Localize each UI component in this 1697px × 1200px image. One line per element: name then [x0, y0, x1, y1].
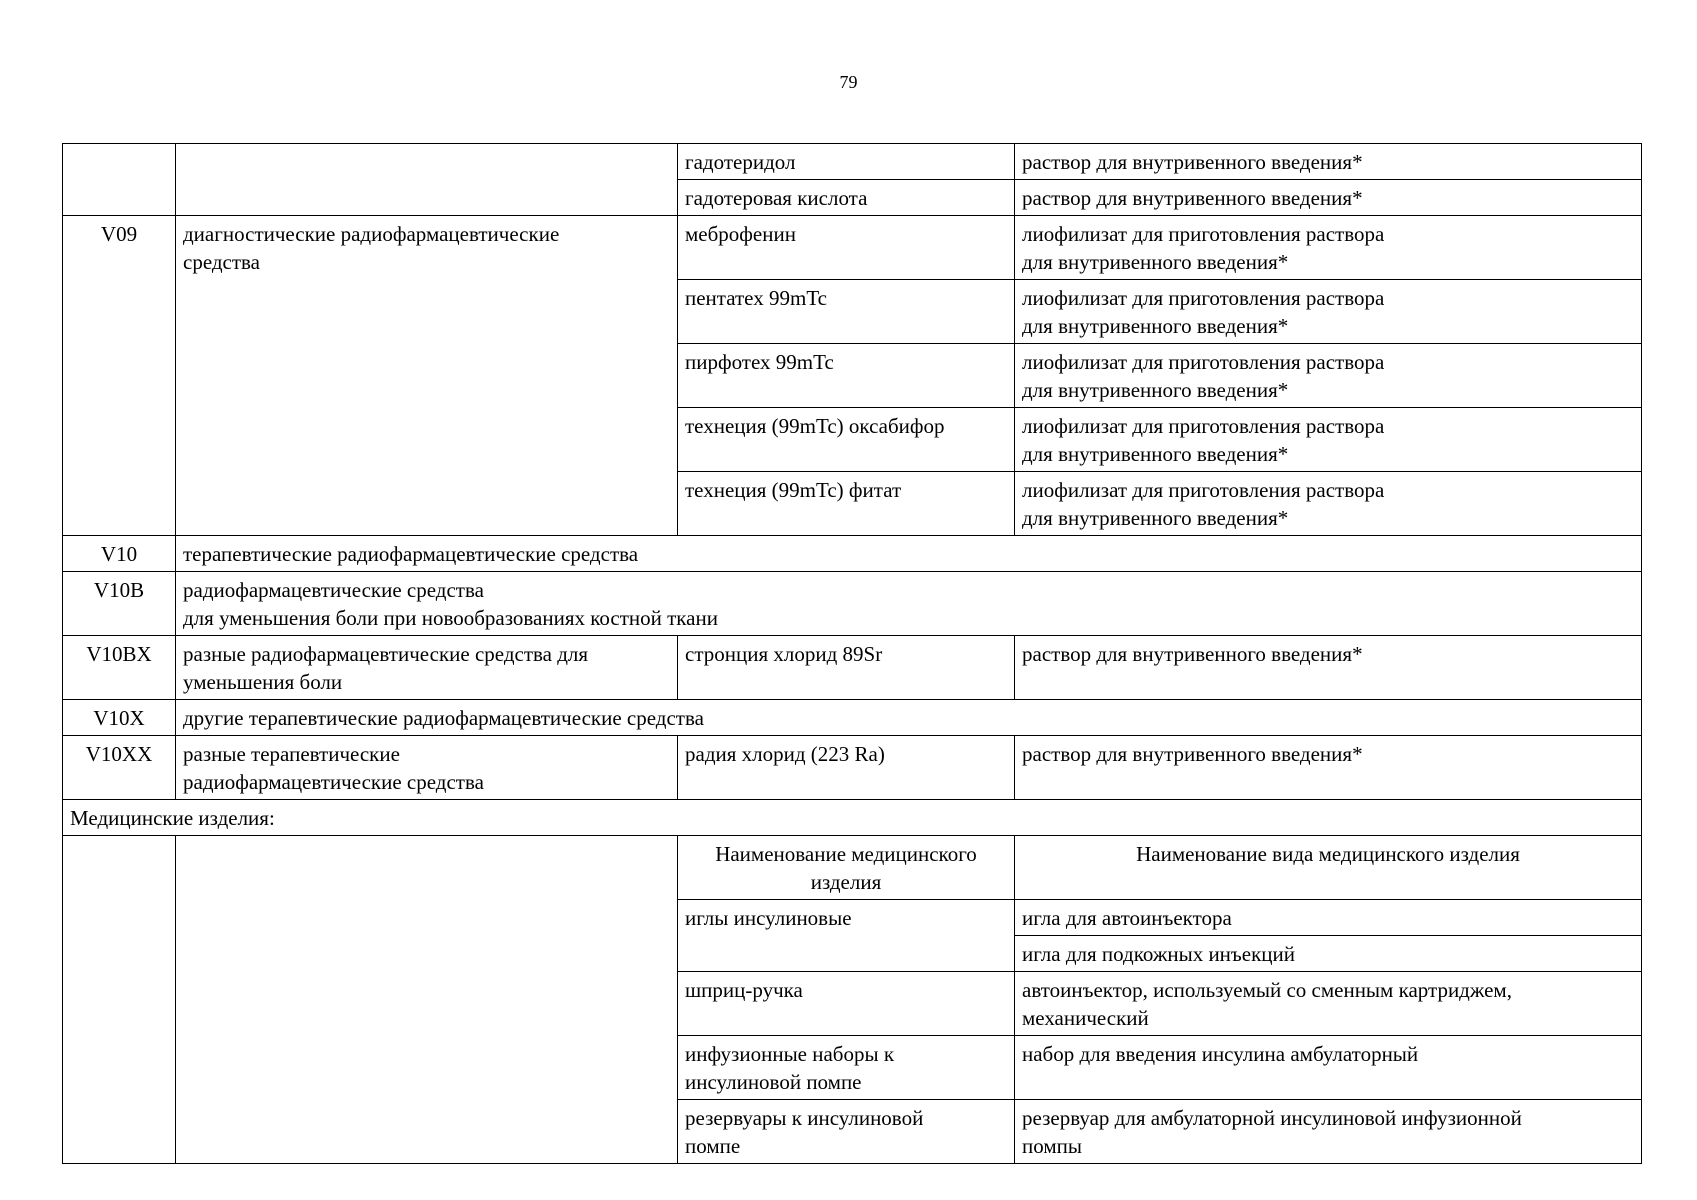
- device-kind-cell: набор для введения инсулина амбулаторный: [1015, 1036, 1642, 1100]
- table-row: [63, 144, 1642, 180]
- device-name-cell: инфузионные наборы к инсулиновой помпе: [678, 1036, 1015, 1100]
- empty-cell: [176, 836, 678, 1164]
- dosage-form-cell: раствор для внутривенного введения*: [1015, 736, 1642, 800]
- device-kind-cell: автоинъектор, используемый со сменным картриджем, механический: [1015, 972, 1642, 1036]
- drug-name-cell: пентатех 99mTc: [678, 280, 1015, 344]
- dosage-form-cell: лиофилизат для приготовления раствора для внутривенного введения*: [1015, 216, 1642, 280]
- drug-list-table: [62, 143, 1642, 1164]
- drug-name-cell: технеция (99mTc) фитат: [678, 472, 1015, 536]
- device-kind-cell: резервуар для амбулаторной инсулиновой инфузионной помпы: [1015, 1100, 1642, 1164]
- atc-code-cell: V10B: [63, 572, 176, 636]
- atc-group-cell: разные терапевтические радиофармацевтические средства: [176, 736, 678, 800]
- table-row: [63, 736, 1642, 800]
- empty-cell: [63, 836, 176, 1164]
- device-name-cell: резервуары к инсулиновой помпе: [678, 1100, 1015, 1164]
- drug-name-cell: технеция (99mTc) оксабифор: [678, 408, 1015, 472]
- atc-group-cell: [176, 144, 678, 216]
- table-row: [63, 216, 1642, 280]
- drug-name-cell: стронция хлорид 89Sr: [678, 636, 1015, 700]
- page-number: 79: [839, 72, 858, 92]
- atc-group-cell: другие терапевтические радиофармацевтические средства: [176, 700, 1642, 736]
- atc-group-cell: радиофармацевтические средства для уменьшения боли при новообразованиях костной ткани: [176, 572, 1642, 636]
- atc-code-cell: V10XX: [63, 736, 176, 800]
- atc-code-cell: V09: [63, 216, 176, 536]
- drug-name-cell: пирфотех 99mTc: [678, 344, 1015, 408]
- table-row: [63, 536, 1642, 572]
- device-kind-cell: игла для подкожных инъекций: [1015, 936, 1642, 972]
- atc-group-cell: диагностические радиофармацевтические средства: [176, 216, 678, 536]
- dosage-form-cell: лиофилизат для приготовления раствора для внутривенного введения*: [1015, 280, 1642, 344]
- atc-code-cell: [63, 144, 176, 216]
- table-row: [63, 836, 1642, 900]
- device-kind-header: Наименование вида медицинского изделия: [1015, 836, 1642, 900]
- atc-code-cell: V10: [63, 536, 176, 572]
- device-name-cell: шприц-ручка: [678, 972, 1015, 1036]
- drug-name-cell: гадотеридол: [678, 144, 1015, 180]
- atc-group-cell: терапевтические радиофармацевтические средства: [176, 536, 1642, 572]
- dosage-form-cell: раствор для внутривенного введения*: [1015, 144, 1642, 180]
- dosage-form-cell: раствор для внутривенного введения*: [1015, 180, 1642, 216]
- drug-name-cell: радия хлорид (223 Ra): [678, 736, 1015, 800]
- atc-code-cell: V10X: [63, 700, 176, 736]
- drug-name-cell: гадотеровая кислота: [678, 180, 1015, 216]
- table-row: [63, 700, 1642, 736]
- dosage-form-cell: лиофилизат для приготовления раствора для внутривенного введения*: [1015, 344, 1642, 408]
- dosage-form-cell: лиофилизат для приготовления раствора для внутривенного введения*: [1015, 408, 1642, 472]
- device-name-header: Наименование медицинского изделия: [678, 836, 1015, 900]
- dosage-form-cell: лиофилизат для приготовления раствора для внутривенного введения*: [1015, 472, 1642, 536]
- device-name-cell: иглы инсулиновые: [678, 900, 1015, 972]
- drug-name-cell: меброфенин: [678, 216, 1015, 280]
- atc-code-cell: V10BX: [63, 636, 176, 700]
- table-row: [63, 636, 1642, 700]
- table-row: [63, 800, 1642, 836]
- table-row: [63, 572, 1642, 636]
- atc-group-cell: разные радиофармацевтические средства для уменьшения боли: [176, 636, 678, 700]
- device-kind-cell: игла для автоинъектора: [1015, 900, 1642, 936]
- devices-section-title: Медицинские изделия:: [63, 800, 1642, 836]
- dosage-form-cell: раствор для внутривенного введения*: [1015, 636, 1642, 700]
